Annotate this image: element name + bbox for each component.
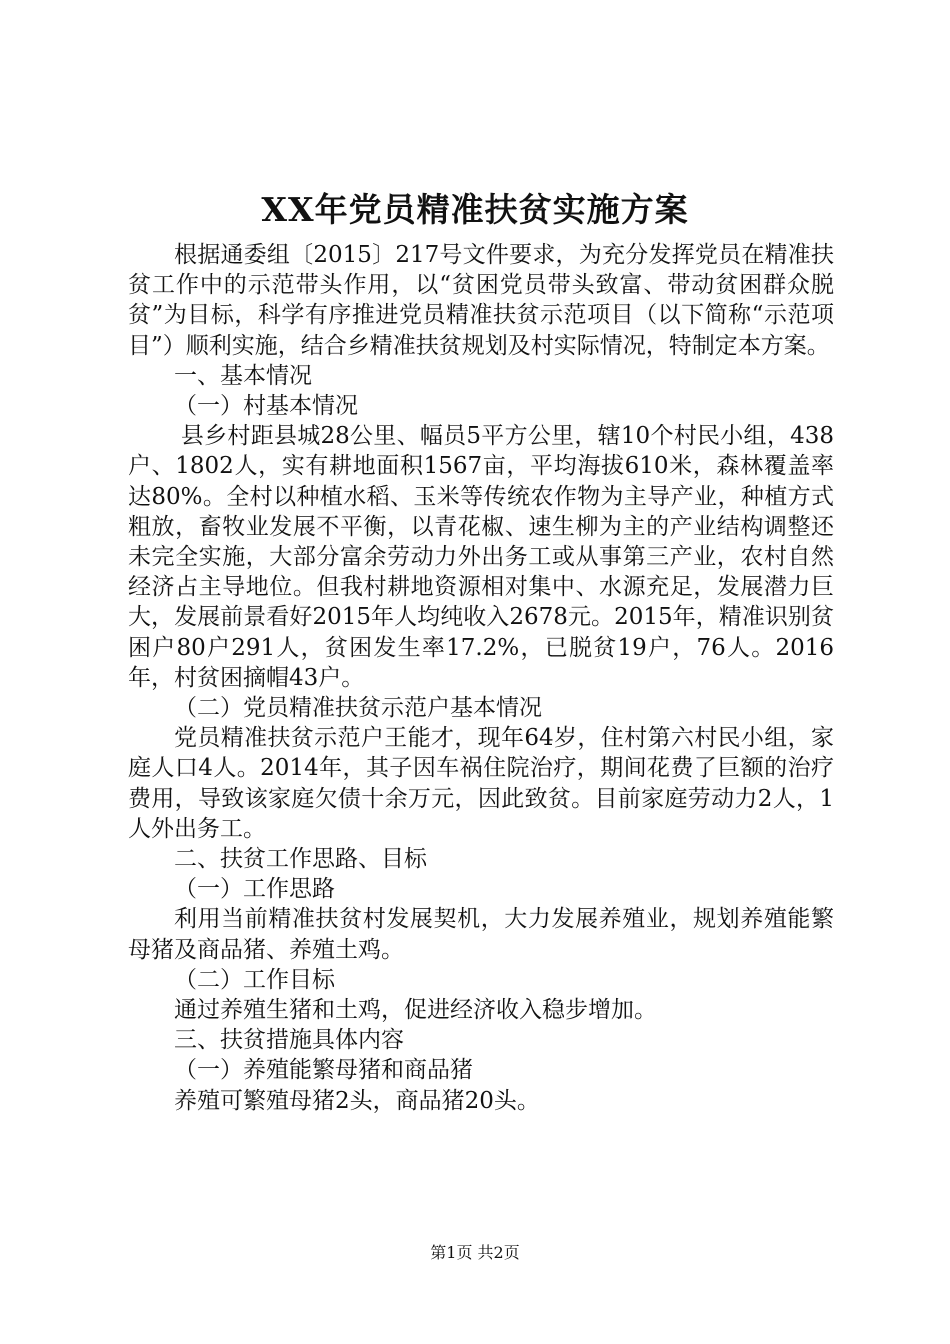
page-number-footer: 第1页 共2页 [430, 1243, 520, 1262]
subsection-heading-village-info: （一）村基本情况 [174, 393, 358, 420]
subsection-heading-approach: （一）工作思路 [174, 876, 335, 903]
demo-household-paragraph: 党员精准扶贫示范户王能才，现年64岁，住村第六村民小组，家庭人口4人。2014年，其子因车祸住院治疗，期间花费了巨额的治疗费用，导致该家庭欠债十余万元，因此致贫。目前家庭劳动力2人，1人外出务工。 [128, 725, 834, 842]
document-title: XX年党员精准扶贫实施方案 [261, 190, 689, 229]
subsection-heading-pig-farming: （一）养殖能繁母猪和商品猪 [174, 1057, 473, 1084]
subsection-heading-goals: （二）工作目标 [174, 966, 335, 993]
section-heading-approach-goals: 二、扶贫工作思路、目标 [174, 846, 427, 873]
goals-paragraph: 通过养殖生猪和土鸡，促进经济收入稳步增加。 [174, 997, 657, 1024]
document-body [128, 240, 834, 1116]
village-info-paragraph: 县乡村距县城28公里、幅员5平方公里，辖10个村民小组，438户、1802人，实有耕地面积1567亩，平均海拔610米，森林覆盖率达80%。全村以种植水稻、玉米等传统农作物为主导产业，种植方式粗放，畜牧业发展不平衡，以青花椒、速生柳为主的产业结构调整还未完全实施，大部分富余劳动力外出务工或从事第三产业，农村自然经济占主导地位。但我村耕地资源相对集中、水源充足，发展潜力巨大，发展前景看好2015年人均纯收入2678元。2015年，精准识别贫困户80户291人，贫困发生率17.2%，已脱贫19户，76人。2016年，村贫困摘帽43户。 [128, 423, 834, 691]
pig-farming-paragraph: 养殖可繁殖母猪2头，商品猪20头。 [174, 1087, 540, 1114]
approach-paragraph: 利用当前精准扶贫村发展契机，大力发展养殖业，规划养殖能繁母猪及商品猪、养殖土鸡。 [128, 906, 834, 963]
section-heading-measures: 三、扶贫措施具体内容 [174, 1027, 404, 1054]
subsection-heading-demo-household: （二）党员精准扶贫示范户基本情况 [174, 695, 542, 722]
section-heading-basic-info: 一、基本情况 [174, 362, 312, 389]
intro-paragraph: 根据通委组〔2015〕217号文件要求，为充分发挥党员在精准扶贫工作中的示范带头作用，以“贫困党员带头致富、带动贫困群众脱贫”为目标，科学有序推进党员精准扶贫示范项目（以下简称“示范项目”）顺利实施，结合乡精准扶贫规划及村实际情况，特制定本方案。 [128, 242, 834, 359]
